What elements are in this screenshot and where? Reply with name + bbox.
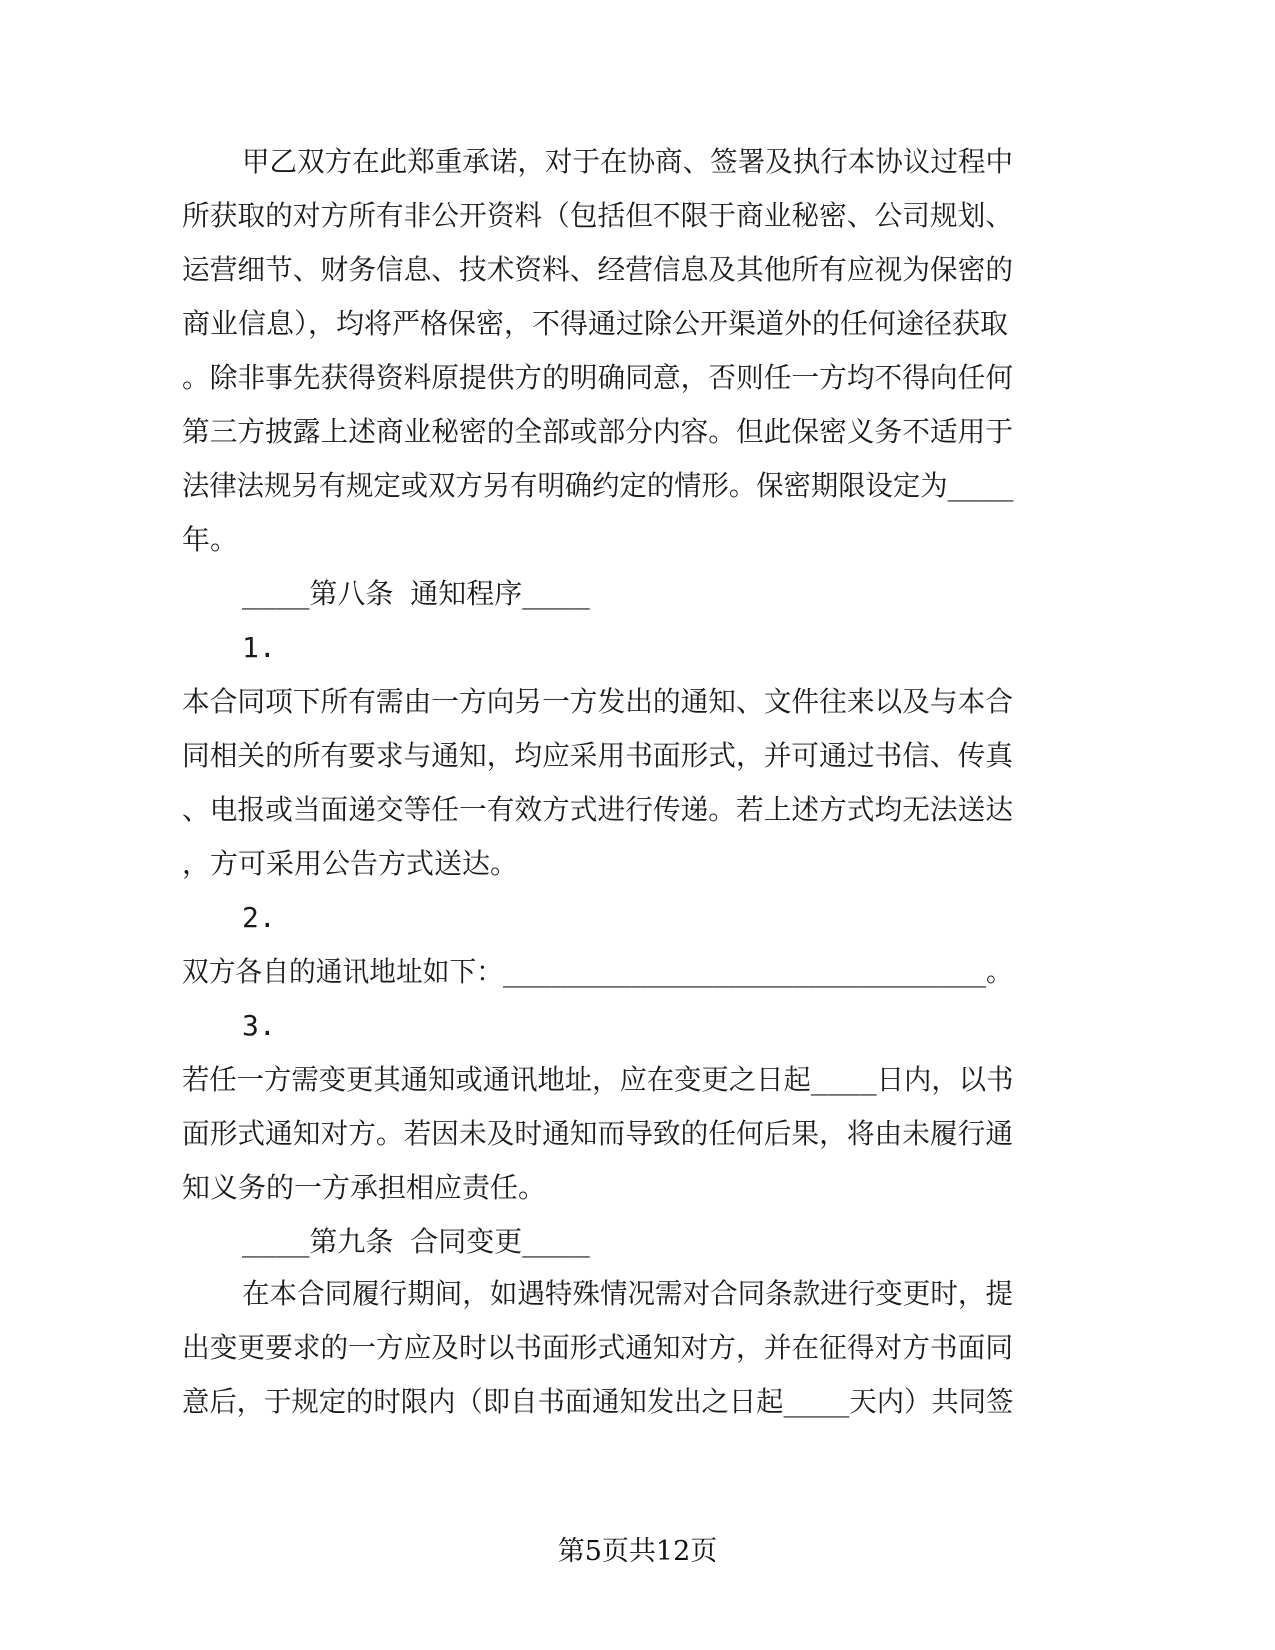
text-line: 双方各自的通讯地址如下：______________________________。 bbox=[182, 955, 1013, 988]
text-line: 在本合同履行期间，如遇特殊情况需对合同条款进行变更时，提 bbox=[242, 1277, 1014, 1310]
text-line: 、电报或当面递交等任一有效方式进行传递。若上述方式均无法送达 bbox=[182, 793, 1014, 826]
text-line: 第三方披露上述商业秘密的全部或部分内容。但此保密义务不适用于 bbox=[182, 415, 1014, 448]
text-line: 知义务的一方承担相应责任。 bbox=[182, 1171, 547, 1204]
text-line: 意后，于规定的时限内（即自书面通知发出之日起____天内）共同签 bbox=[182, 1385, 1014, 1418]
item-number: 1. bbox=[242, 631, 276, 664]
text-line: 本合同项下所有需由一方向另一方发出的通知、文件往来以及与本合 bbox=[182, 685, 1014, 718]
section-heading-9: ____第九条 合同变更____ bbox=[242, 1225, 590, 1258]
item-number: 3. bbox=[242, 1009, 276, 1042]
text-line: 出变更要求的一方应及时以书面形式通知对方，并在征得对方书面同 bbox=[182, 1331, 1014, 1364]
text-line: 甲乙双方在此郑重承诺，对于在协商、签署及执行本协议过程中 bbox=[242, 145, 1014, 178]
text-line: 法律法规另有规定或双方另有明确约定的情形。保密期限设定为____ bbox=[182, 469, 1014, 502]
text-line: 商业信息），均将严格保密，不得通过除公开渠道外的任何途径获取 bbox=[182, 307, 1009, 340]
item-number: 2. bbox=[242, 901, 276, 934]
text-line: 同相关的所有要求与通知，均应采用书面形式，并可通过书信、传真 bbox=[182, 739, 1014, 772]
text-line: 。除非事先获得资料原提供方的明确同意，否则任一方均不得向任何 bbox=[182, 361, 1014, 394]
text-line: 运营细节、财务信息、技术资料、经营信息及其他所有应视为保密的 bbox=[182, 253, 1014, 286]
text-line: 面形式通知对方。若因未及时通知而导致的任何后果，将由未履行通 bbox=[182, 1117, 1014, 1150]
text-line: 若任一方需变更其通知或通讯地址，应在变更之日起____日内，以书 bbox=[182, 1063, 1014, 1096]
text-line: 所获取的对方所有非公开资料（包括但不限于商业秘密、公司规划、 bbox=[182, 199, 1014, 232]
section-heading-8: ____第八条 通知程序____ bbox=[242, 577, 590, 610]
page-number-footer: 第5页共12页 bbox=[557, 1536, 718, 1567]
text-line: 年。 bbox=[182, 523, 239, 556]
text-line: ，方可采用公告方式送达。 bbox=[182, 847, 519, 880]
